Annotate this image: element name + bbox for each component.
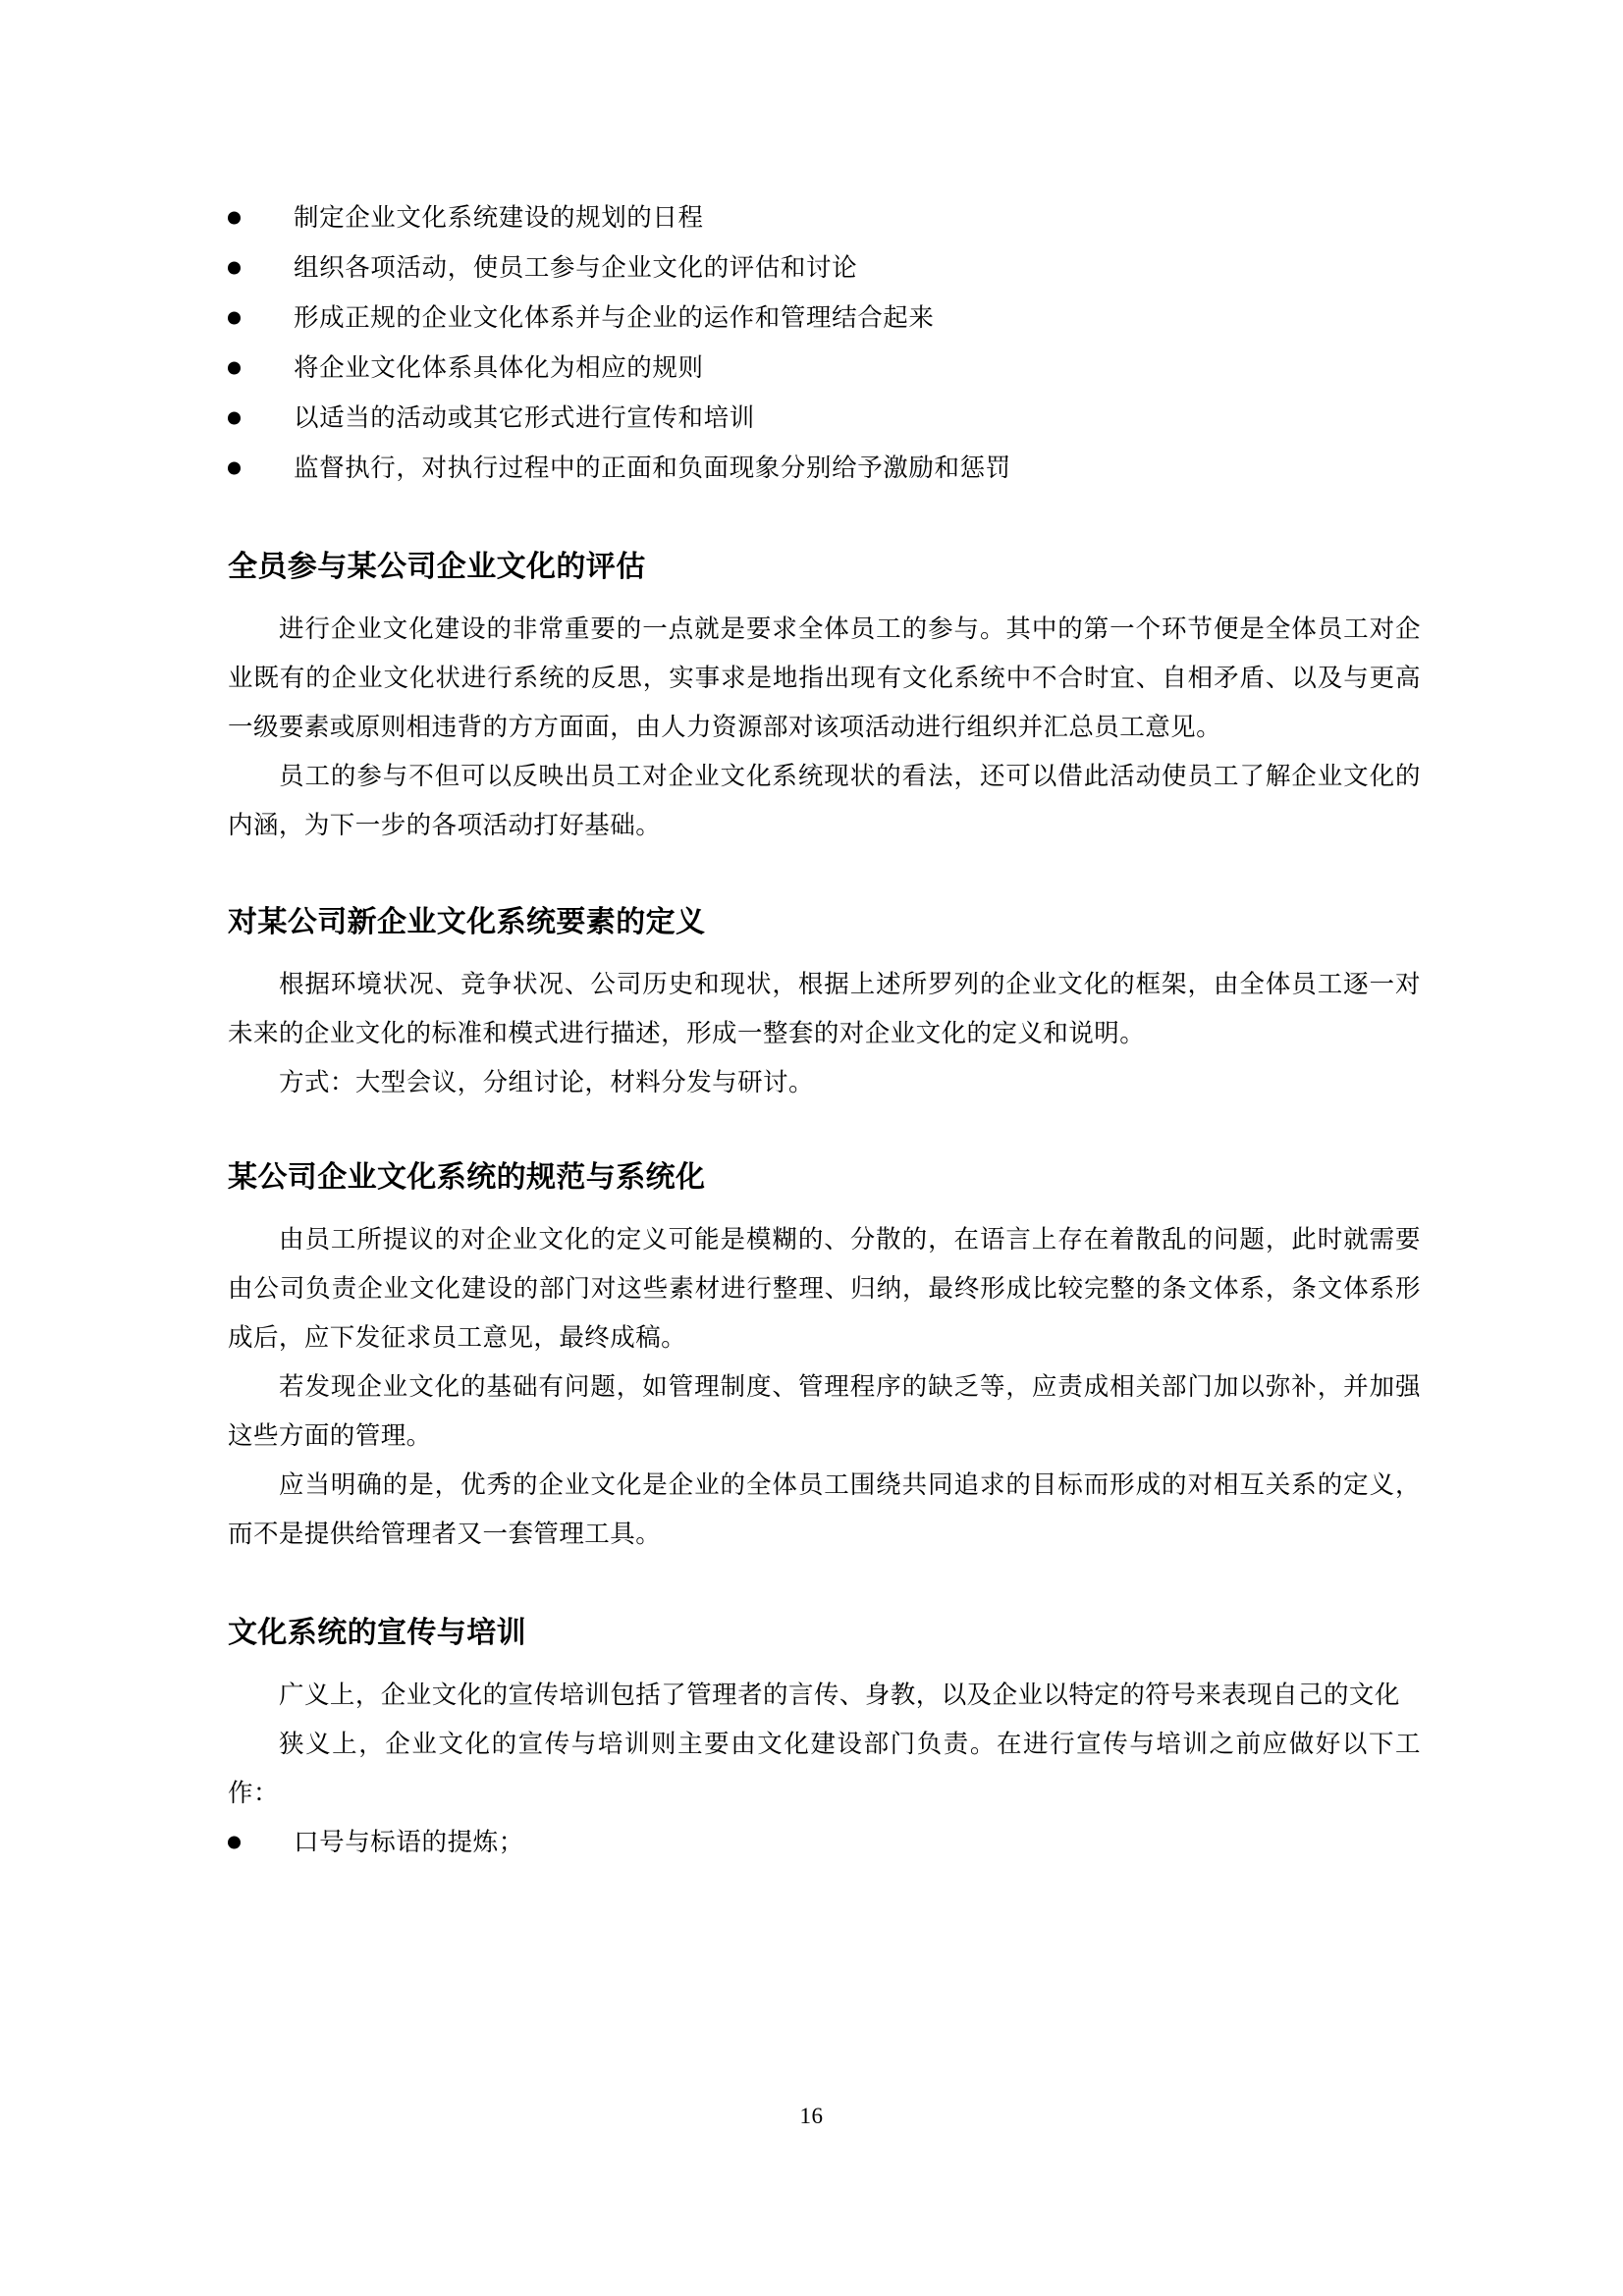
list-item-label: 口号与标语的提炼；	[294, 1828, 524, 1856]
bullet-dot-icon	[228, 411, 241, 424]
list-item	[228, 192, 1421, 242]
section-paragraph: 进行企业文化建设的非常重要的一点就是要求全体员工的参与。其中的第一个环节便是全体员工对企业既有的企业文化状进行系统的反思，实事求是地指出现有文化系统中不合时宜、自相矛盾、以及与更高一级要素或原则相违背的方方面面，由人力资源部对该项活动进行组织并汇总员工意见。	[228, 614, 1421, 741]
list-item-label: 形成正规的企业文化体系并与企业的运作和管理结合起来	[294, 303, 935, 332]
list-item	[228, 1818, 1421, 1867]
section-heading: 全员参与某公司企业文化的评估	[228, 550, 646, 584]
section-paragraph: 方式：大型会议，分组讨论，材料分发与研讨。	[279, 1068, 814, 1096]
section-paragraph: 由员工所提议的对企业文化的定义可能是模糊的、分散的，在语言上存在着散乱的问题，此时就需要由公司负责企业文化建设的部门对这些素材进行整理、归纳，最终形成比较完整的条文体系，条文体系形成后，应下发征求员工意见，最终成稿。	[228, 1225, 1421, 1352]
section-paragraph: 根据环境状况、竞争状况、公司历史和现状，根据上述所罗列的企业文化的框架，由全体员工逐一对未来的企业文化的标准和模式进行描述，形成一整套的对企业文化的定义和说明。	[228, 970, 1421, 1047]
list-item	[228, 293, 1421, 343]
bullet-dot-icon	[228, 311, 241, 324]
list-item-label: 将企业文化体系具体化为相应的规则	[294, 353, 704, 382]
bullet-dot-icon	[228, 261, 241, 274]
section-promotion-training	[228, 1614, 1421, 1867]
section-heading: 文化系统的宣传与培训	[228, 1616, 526, 1650]
top-bullet-list	[228, 0, 1421, 493]
list-item-label: 以适当的活动或其它形式进行宣传和培训	[294, 403, 755, 432]
page-footer	[0, 2103, 1623, 2130]
section-paragraph: 若发现企业文化的基础有问题，如管理制度、管理程序的缺乏等，应责成相关部门加以弥补，并加强这些方面的管理。	[228, 1372, 1421, 1450]
section-paragraph: 广义上，企业文化的宣传培训包括了管理者的言传、身教，以及企业以特定的符号来表现自己的文化	[279, 1681, 1400, 1709]
section-culture-element-definition	[228, 903, 1421, 1107]
section-heading: 对某公司新企业文化系统要素的定义	[228, 905, 706, 939]
list-item	[228, 343, 1421, 393]
page-content	[228, 0, 1421, 1867]
bullet-dot-icon	[228, 461, 241, 474]
section-heading: 某公司企业文化系统的规范与系统化	[228, 1160, 706, 1195]
bullet-dot-icon	[228, 361, 241, 374]
section-bullet-list	[228, 1818, 1421, 1867]
list-item	[228, 242, 1421, 293]
section-standardization	[228, 1158, 1421, 1559]
section-paragraph: 应当明确的是，优秀的企业文化是企业的全体员工围绕共同追求的目标而形成的对相互关系的定义，而不是提供给管理者又一套管理工具。	[228, 1470, 1421, 1548]
list-item-label: 制定企业文化系统建设的规划的日程	[294, 203, 704, 232]
bullet-dot-icon	[228, 211, 241, 224]
list-item	[228, 443, 1421, 493]
section-employee-participation	[228, 548, 1421, 850]
bullet-dot-icon	[228, 1837, 241, 1849]
section-paragraph: 员工的参与不但可以反映出员工对企业文化系统现状的看法，还可以借此活动使员工了解企业文化的内涵，为下一步的各项活动打好基础。	[228, 762, 1421, 839]
list-item-label: 组织各项活动，使员工参与企业文化的评估和讨论	[294, 253, 858, 282]
page-number: 16	[799, 2104, 824, 2128]
section-paragraph: 狭义上，企业文化的宣传与培训则主要由文化建设部门负责。在进行宣传与培训之前应做好以下工作：	[228, 1730, 1421, 1807]
list-item	[228, 393, 1421, 443]
list-item-label: 监督执行，对执行过程中的正面和负面现象分别给予激励和惩罚	[294, 454, 1011, 482]
